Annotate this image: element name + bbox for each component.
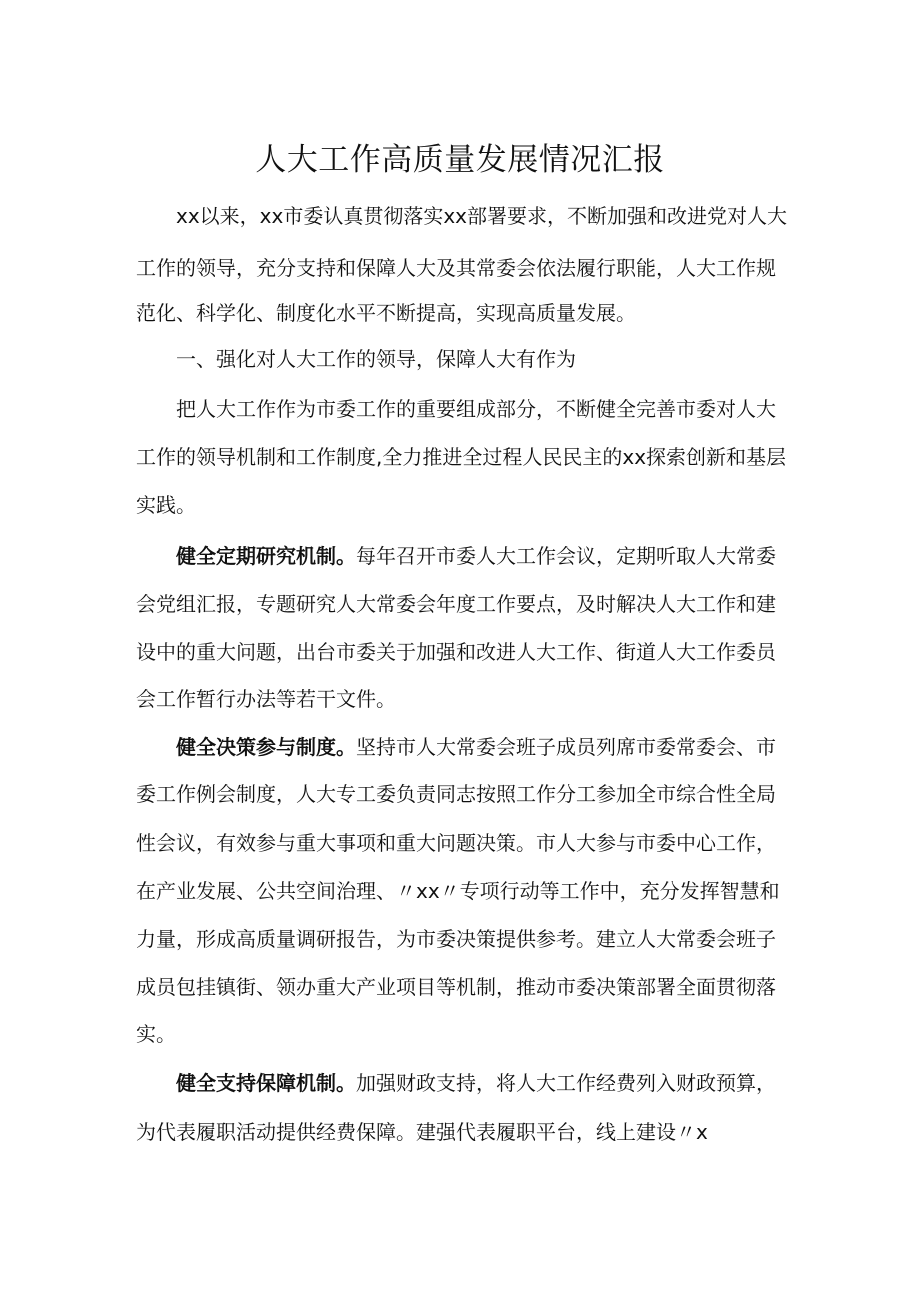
item-1-line-2: 会党组汇报，专题研究人大常委会年度工作要点，及时解决人大工作和建 bbox=[136, 592, 776, 616]
item-3-text: 加强财政支持，将人大工作经费列入财政预算， bbox=[356, 1071, 776, 1095]
section-1-para-line-3: 实践。 bbox=[136, 493, 196, 517]
section-1-para-line-1: 把人大工作作为市委工作的重要组成部分，不断健全完善市委对人大 bbox=[176, 397, 776, 421]
item-1-line-4: 会工作暂行办法等若干文件。 bbox=[136, 687, 396, 711]
intro-line-2: 工作的领导，充分支持和保障人大及其常委会依法履行职能，人大工作规 bbox=[136, 256, 776, 280]
section-1-para-line-2: 工作的领导机制和工作制度,全力推进全过程人民民主的xx探索创新和基层 bbox=[136, 445, 787, 469]
document-title: 人大工作高质量发展情况汇报 bbox=[255, 142, 665, 178]
item-3-label: 健全支持保障机制。 bbox=[176, 1071, 356, 1095]
intro-line-1: xx以来，xx市委认真贯彻落实xx部署要求，不断加强和改进党对人大 bbox=[176, 204, 788, 228]
item-1-line-3: 设中的重大问题，出台市委关于加强和改进人大工作、街道人大工作委员 bbox=[136, 640, 776, 664]
item-2-line-4: 在产业发展、公共空间治理、〃xx〃专项行动等工作中，充分发挥智慧和 bbox=[136, 879, 780, 903]
item-2-line-3: 性会议，有效参与重大事项和重大问题决策。市人大参与市委中心工作， bbox=[136, 831, 776, 855]
item-2-line-2: 委工作例会制度，人大专工委负责同志按照工作分工参加全市综合性全局 bbox=[136, 782, 776, 806]
item-1-label: 健全定期研究机制。 bbox=[176, 544, 356, 568]
item-2-label: 健全决策参与制度。 bbox=[176, 735, 356, 759]
item-3-line-2: 为代表履职活动提供经费保障。建强代表履职平台，线上建设〃x bbox=[136, 1120, 708, 1144]
section-1-heading: 一、强化对人大工作的领导，保障人大有作为 bbox=[176, 347, 576, 371]
item-2-line-5: 力量，形成高质量调研报告，为市委决策提供参考。建立人大常委会班子 bbox=[136, 927, 776, 951]
item-2-text: 坚持市人大常委会班子成员列席市委常委会、市 bbox=[356, 735, 776, 759]
item-2-line-1 bbox=[176, 732, 776, 762]
item-3-line-1 bbox=[176, 1068, 776, 1098]
intro-line-3: 范化、科学化、制度化水平不断提高，实现高质量发展。 bbox=[136, 301, 636, 325]
item-2-line-7: 实。 bbox=[136, 1022, 176, 1046]
item-1-line-1 bbox=[176, 541, 776, 571]
item-2-line-6: 成员包挂镇街、领办重大产业项目等机制，推动市委决策部署全面贯彻落 bbox=[136, 975, 776, 999]
item-1-text: 每年召开市委人大工作会议，定期听取人大常委 bbox=[356, 544, 776, 568]
